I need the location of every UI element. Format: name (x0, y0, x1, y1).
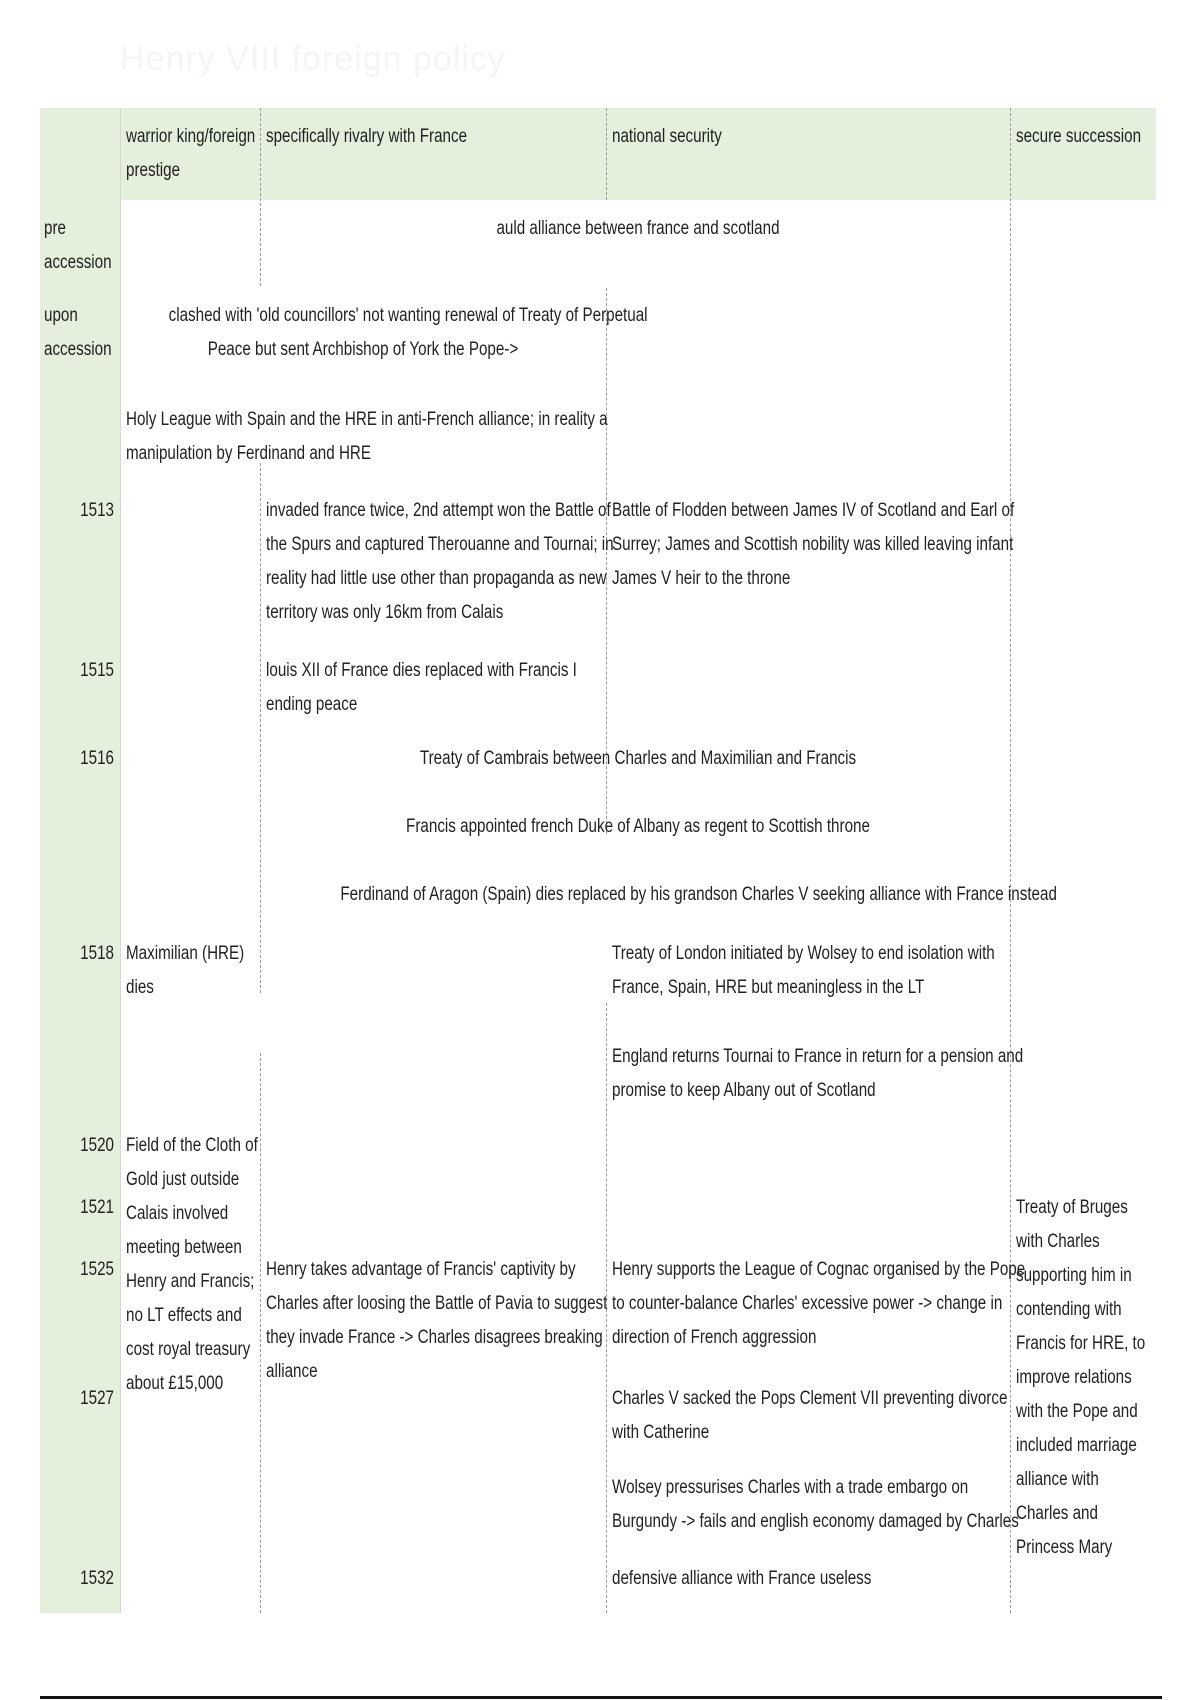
albany-cell: Francis appointed french Duke of Albany as regent to Scottish throne (406, 816, 870, 837)
header-succession: secure succession (1016, 126, 1142, 147)
pavia-cell: Henry takes advantage of Francis' captivity by Charles after loosing the Battle of Pavia to suggest they invade France -> Charles disagrees breaking alliance (266, 1259, 608, 1382)
treaty-london-cell: Treaty of London initiated by Wolsey to end isolation with France, Spain, HRE but meaningless in the LT (612, 943, 995, 998)
timeline-table (40, 108, 1156, 1613)
year-1518: 1518 (80, 943, 114, 964)
louis-xii-cell: louis XII of France dies replaced with Francis I ending peace (266, 660, 577, 715)
clement-cell: Charles V sacked the Pops Clement VII preventing divorce with Catherine (612, 1388, 1008, 1443)
header-warrior: warrior king/foreign prestige (126, 126, 256, 181)
divider-warrior (120, 108, 121, 1613)
year-1532: 1532 (80, 1568, 114, 1589)
cloth-of-gold-cell: Field of the Cloth of Gold just outside Calais involved meeting between Henry and Francis; no LT effects and cost royal treasury about £15,000 (126, 1135, 258, 1394)
bottom-rule (40, 1696, 1162, 1699)
year-1525: 1525 (80, 1259, 114, 1280)
divider-france-lower (260, 1053, 261, 1613)
year-1513: 1513 (80, 500, 114, 521)
cambrais-cell: Treaty of Cambrais between Charles and Maximilian and Francis (419, 748, 857, 769)
auld-alliance-cell: auld alliance between france and scotland (496, 218, 780, 239)
year-1521: 1521 (80, 1197, 114, 1218)
header-security: national security (612, 126, 722, 147)
ferdinand-cell: Ferdinand of Aragon (Spain) dies replaced by his grandson Charles V seeking alliance with France instead (340, 884, 1057, 905)
embargo-cell: Wolsey pressurises Charles with a trade embargo on Burgundy -> fails and english economy damaged by Charles (612, 1477, 1019, 1532)
old-councillors-cell: clashed with 'old councillors' not wanting renewal of Treaty of Perpetual Peace but sent Archbishop of York the Pope-> (168, 305, 648, 360)
row-label-upon: upon accession (44, 305, 112, 360)
flodden-cell: Battle of Flodden between James IV of Scotland and Earl of Surrey; James and Scottish nobility was killed leaving infant James V heir to the throne (612, 500, 1015, 589)
cognac-cell: Henry supports the League of Cognac organised by the Pope to counter-balance Charles' excessive power -> change in direction of French aggression (612, 1259, 1026, 1348)
year-1516: 1516 (80, 748, 114, 769)
divider-france-main (260, 463, 261, 993)
divider-succession (1010, 108, 1011, 1613)
treaty-bruges-cell: Treaty of Bruges with Charles supporting him in contending with Francis for HRE, to improve relations with the Pope and included marriage alliance with Charles and Princess Mary (1016, 1197, 1146, 1558)
defensive-alliance-cell: defensive alliance with France useless (612, 1568, 872, 1589)
row-label-pre: pre accession (44, 218, 112, 273)
divider-france-header (260, 108, 261, 286)
year-1515: 1515 (80, 660, 114, 681)
header-france: specifically rivalry with France (266, 126, 468, 147)
year-1520: 1520 (80, 1135, 114, 1156)
tournai-cell: England returns Tournai to France in return for a pension and promise to keep Albany out of Scotland (612, 1046, 1024, 1101)
invaded-france-cell: invaded france twice, 2nd attempt won the Battle of the Spurs and captured Therouanne and Tournai; in reality had little use other than propaganda as new territory was only 16km from Calais (266, 500, 614, 623)
holy-league-cell: Holy League with Spain and the HRE in anti-French alliance; in reality a manipulation by Ferdinand and HRE (126, 409, 608, 464)
year-1527: 1527 (80, 1388, 114, 1409)
page-title: Henry VIII foreign policy (120, 40, 506, 78)
divider-security-header (606, 108, 607, 200)
maximilian-cell: Maximilian (HRE) dies (126, 943, 245, 998)
